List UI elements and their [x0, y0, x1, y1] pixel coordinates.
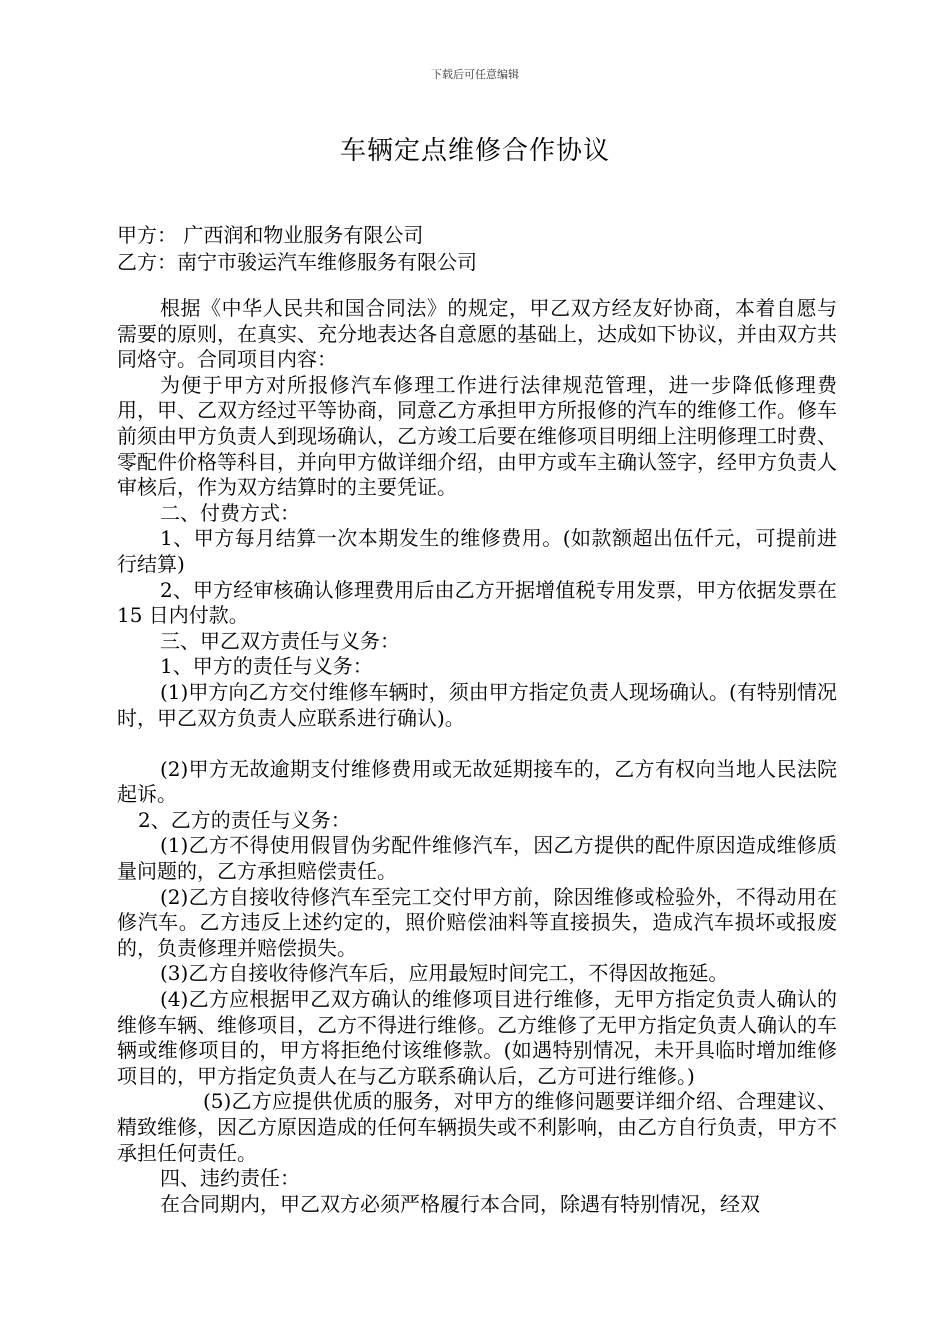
parties-block — [117, 222, 837, 276]
subheading-party-b-duties: 2、乙方的责任与义务： — [138, 807, 351, 832]
payment-clause-2: 2、甲方经审核确认修理费用后由乙方开据增值税专用发票，甲方依据发票在 15 日内付款。 — [117, 577, 837, 628]
party-b-clause-4: (4)乙方应根据甲乙双方确认的维修项目进行维修，无甲方指定负责人确认的维修车辆、维修项目，乙方不得进行维修。乙方维修了无甲方指定负责人确认的车辆或维修项目的，甲方将拒绝付该维修款。(如遇特别情况，未开具临时增加维修项目的，甲方指定负责人在与乙方联系确认后，乙方可进行维修。) — [117, 987, 837, 1088]
party-b-clause-2: (2)乙方自接收待修汽车至完工交付甲方前，除因维修或检验外，不得动用在修汽车。乙方违反上述约定的，照价赔偿油料等直接损失，造成汽车损坏或报废的，负责修理并赔偿损失。 — [117, 884, 837, 960]
payment-clause-1: 1、甲方每月结算一次本期发生的维修费用。(如款额超出伍仟元，可提前进行结算) — [117, 526, 837, 576]
party-b: 乙方：南宁市骏运汽车维修服务有限公司 — [117, 250, 477, 274]
section-heading-payment: 二、付费方式： — [160, 500, 300, 525]
section-heading-breach: 四、违约责任： — [160, 1166, 300, 1191]
party-b-clause-3: (3)乙方自接收待修汽车后，应用最短时间完工，不得因故拖延。 — [160, 961, 729, 986]
party-a-clause-1: (1)甲方向乙方交付维修车辆时，须由甲方指定负责人现场确认。(有特别情况时，甲乙双方负责人应联系进行确认)。 — [117, 679, 837, 730]
header-note: 下载后可任意编辑 — [431, 68, 519, 81]
contract-body — [117, 296, 837, 1217]
party-b-clause-5: (5)乙方应提供优质的服务，对甲方的维修问题要详细介绍、合理建议、精致维修，因乙方原因造成的任何车辆损失或不利影响，由乙方自行负责，甲方不承担任何责任。 — [117, 1089, 837, 1165]
blank-line — [117, 731, 837, 757]
document-title: 车辆定点维修合作协议 — [339, 136, 610, 166]
breach-clause-1: 在合同期内，甲乙双方必须严格履行本合同，除遇有特别情况，经双 — [160, 1191, 760, 1216]
party-b-clause-1: (1)乙方不得使用假冒伪劣配件维修汽车，因乙方提供的配件原因造成维修质量问题的，乙方承担赔偿责任。 — [117, 833, 837, 884]
subheading-party-a-duties: 1、甲方的责任与义务： — [160, 654, 373, 679]
intro-paragraph: 根据《中华人民共和国合同法》的规定，甲乙双方经友好协商，本着自愿与需要的原则，在真实、充分地表达各自意愿的基础上，达成如下协议，并由双方共同烙守。合同项目内容： — [117, 296, 837, 372]
section-heading-responsibilities: 三、甲乙双方责任与义务： — [160, 628, 400, 653]
party-a-clause-2: (2)甲方无故逾期支付维修费用或无故延期接车的，乙方有权向当地人民法院起诉。 — [117, 756, 837, 807]
party-a: 甲方： 广西润和物业服务有限公司 — [117, 223, 424, 247]
project-content-paragraph: 为便于甲方对所报修汽车修理工作进行法律规范管理，进一步降低修理费用，甲、乙双方经过平等协商，同意乙方承担甲方所报修的汽车的维修工作。修车前须由甲方负责人到现场确认，乙方竣工后要在维修项目明细上注明修理工时费、零配件价格等科目，并向甲方做详细介绍，由甲方或车主确认签字，经甲方负责人审核后，作为双方结算时的主要凭证。 — [117, 372, 837, 500]
